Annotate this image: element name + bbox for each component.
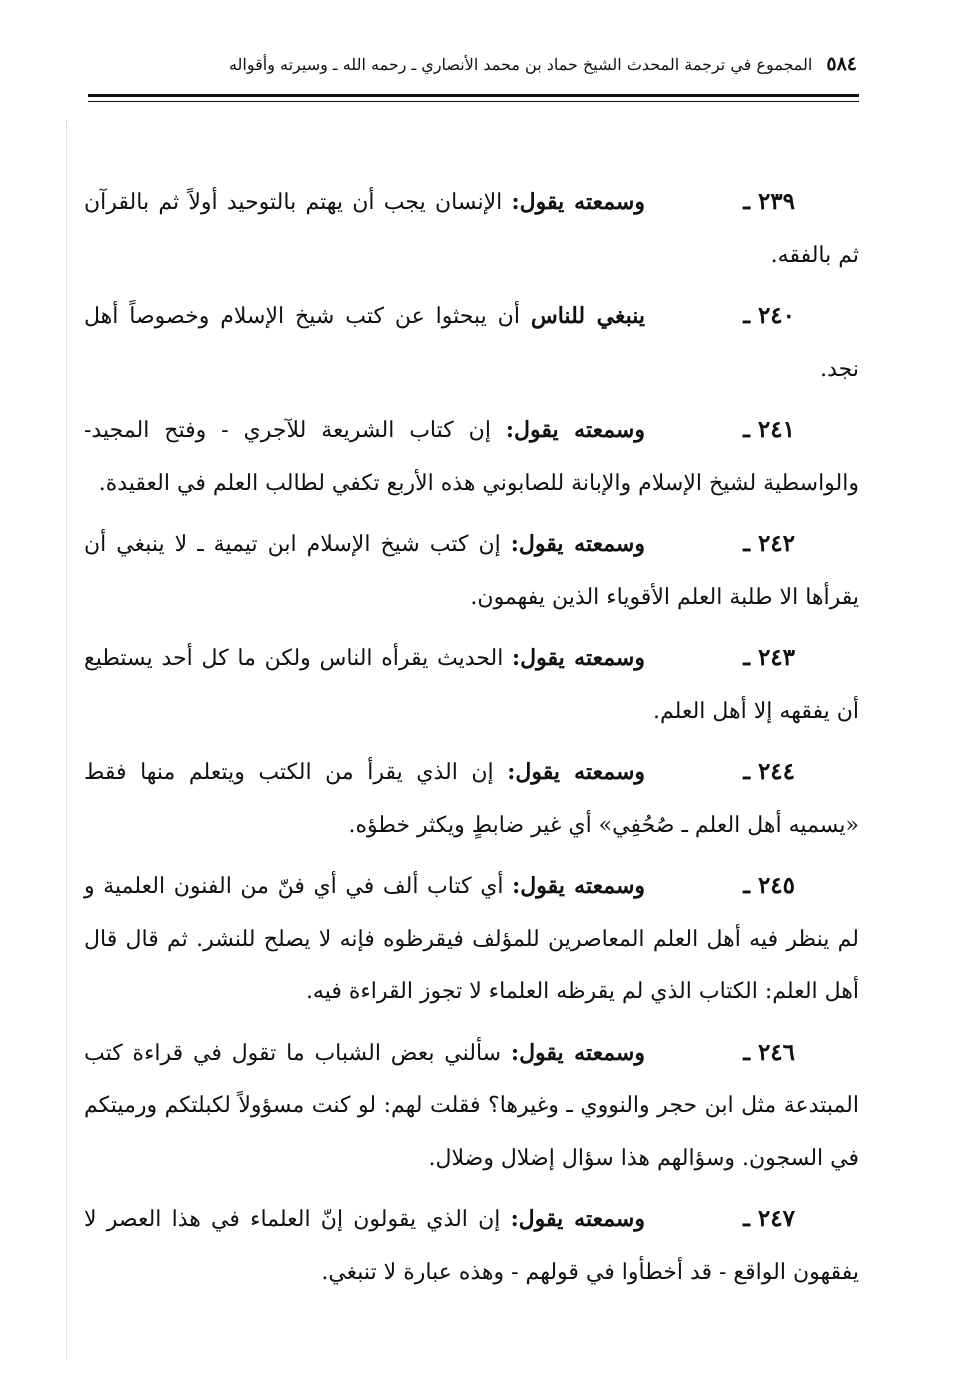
entry-241 bbox=[84, 404, 859, 510]
header-rule-thin bbox=[88, 101, 859, 102]
entry-244 bbox=[84, 746, 859, 852]
entry-lead: وسمعته يقول: bbox=[512, 645, 645, 671]
entry-number: ٢٤٢ ـ bbox=[743, 530, 795, 557]
entry-number: ٢٤٥ ـ bbox=[743, 872, 795, 899]
entries-list bbox=[84, 176, 859, 1307]
page-number: ٥٨٤ bbox=[826, 53, 857, 75]
running-title: المجموع في ترجمة المحدث الشيخ حماد بن محمد الأنصاري ـ رحمه الله ـ وسيرته وأقواله bbox=[228, 54, 813, 74]
entry-lead: وسمعته يقول: bbox=[511, 189, 645, 215]
entry-240 bbox=[84, 290, 859, 396]
entry-text: إن الذي يقرأ من الكتب ويتعلم منها فقط «يسميه أهل العلم ـ صُحُفِي» أي غير ضابطٍ ويكثر خطؤه. bbox=[84, 760, 859, 838]
entry-text: إن كتب شيخ الإسلام ابن تيمية ـ لا ينبغي أن يقرأها الا طلبة العلم الأقوياء الذين يفهمون. bbox=[84, 532, 859, 610]
header-rule bbox=[88, 94, 859, 97]
entry-text: الحديث يقرأه الناس ولكن ما كل أحد يستطيع أن يفقهه إلا أهل العلم. bbox=[84, 646, 859, 724]
entry-lead: وسمعته يقول: bbox=[510, 531, 645, 557]
entry-number: ٢٤٧ ـ bbox=[743, 1205, 795, 1232]
entry-text: إن كتاب الشريعة للآجري - وفتح المجيد- والواسطية لشيخ الإسلام والإبانة للصابوني هذه الأربع تكفي لطالب العلم في العقيدة. bbox=[84, 418, 859, 496]
entry-lead: وسمعته يقول: bbox=[507, 759, 645, 785]
entry-text: سألني بعض الشباب ما تقول في قراءة كتب المبتدعة مثل ابن حجر والنووي ـ وغيرها؟ فقلت لهم: لو كنت مسؤولاً لكبلتكم ورميتكم في السجون. وسؤالهم هذا سؤال إضلال وضلال. bbox=[84, 1040, 860, 1171]
entry-number: ٢٤٣ ـ bbox=[743, 644, 795, 671]
entry-239 bbox=[84, 176, 859, 282]
entry-243 bbox=[84, 632, 859, 738]
entry-text: أي كتاب ألف في أي فنّ من الفنون العلمية و لم ينظر فيه أهل العلم المعاصرين للمؤلف فيقرظوه فإنه لا يصلح للنشر. ثم قال قال أهل العلم: الكتاب الذي لم يقرظه العلماء لا تجوز القراءة فيه. bbox=[84, 874, 859, 1004]
entry-text: إن الذي يقولون إنّ العلماء في هذا العصر لا يفقهون الواقع - قد أخطأوا في قولهم - وهذه عبارة لا تنبغي. bbox=[84, 1207, 859, 1285]
entry-text: الإنسان يجب أن يهتم بالتوحيد أولاً ثم بالقرآن ثم بالفقه. bbox=[84, 190, 859, 268]
entry-lead: وسمعته يقول: bbox=[505, 417, 645, 443]
entry-245 bbox=[84, 860, 859, 1019]
entry-246 bbox=[84, 1027, 859, 1186]
entry-number: ٢٤٤ ـ bbox=[743, 758, 795, 785]
entry-number: ٢٣٩ ـ bbox=[743, 188, 795, 215]
entry-247 bbox=[84, 1193, 859, 1299]
entry-lead: وسمعته يقول: bbox=[510, 1206, 645, 1232]
entry-242 bbox=[84, 518, 859, 624]
entry-lead: ينبغي للناس bbox=[530, 303, 645, 329]
page-header bbox=[90, 42, 857, 86]
entry-text: أن يبحثوا عن كتب شيخ الإسلام وخصوصاً أهل نجد. bbox=[84, 304, 859, 382]
entry-lead: وسمعته يقول: bbox=[512, 873, 645, 899]
entry-number: ٢٤٠ ـ bbox=[743, 302, 795, 329]
entry-number: ٢٤٦ ـ bbox=[743, 1038, 795, 1066]
entry-number: ٢٤١ ـ bbox=[743, 416, 795, 443]
scan-margin-line bbox=[66, 120, 67, 1360]
entry-lead: وسمعته يقول: bbox=[510, 1039, 645, 1066]
